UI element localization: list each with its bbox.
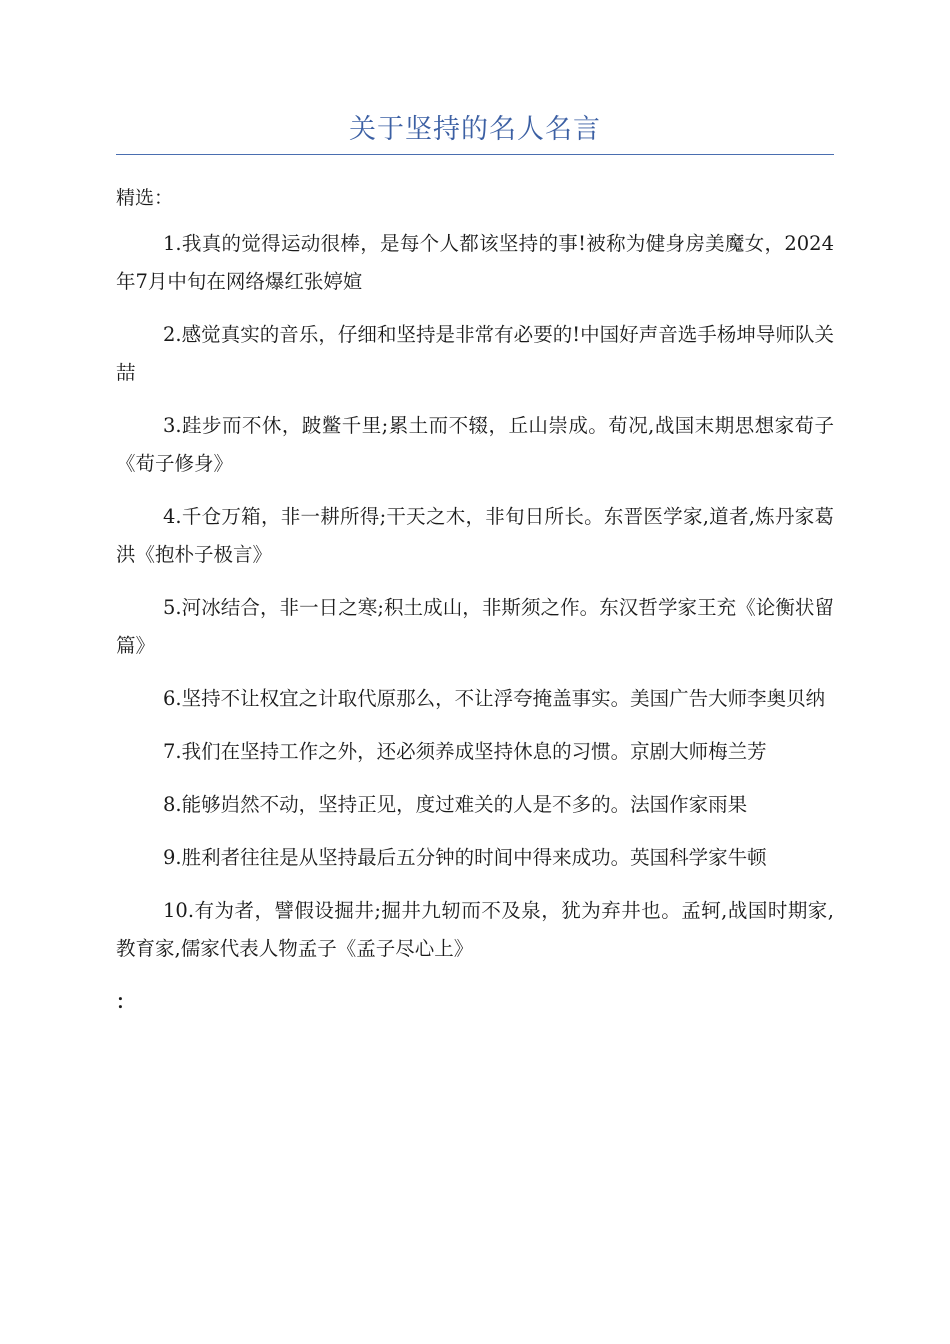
quote-item: 7.我们在坚持工作之外，还必须养成坚持休息的习惯。京剧大师梅兰芳 — [163, 740, 767, 763]
document-title: 关于坚持的名人名言 — [349, 114, 601, 145]
quote-item: 1.我真的觉得运动很棒，是每个人都该坚持的事!被称为健身房美魔女，2024年7月中旬在网络爆红张婷媗 — [116, 232, 834, 293]
quote-item: 6.坚持不让权宜之计取代原那么，不让浮夸掩盖事实。美国广告大师李奥贝纳 — [163, 687, 826, 710]
quote-item: 8.能够岿然不动，坚持正见，度过难关的人是不多的。法国作家雨果 — [163, 793, 748, 816]
quote-item: 5.河冰结合，非一日之寒;积土成山，非斯须之作。东汉哲学家王充《论衡状留篇》 — [116, 596, 834, 657]
title-underline — [116, 154, 834, 155]
quote-item: 10.有为者，譬假设掘井;掘井九轫而不及泉，犹为弃井也。孟轲,战国时期家,教育家,儒家代表人物孟子《孟子尽心上》 — [116, 899, 834, 960]
quote-item: 9.胜利者往往是从坚持最后五分钟的时间中得来成功。英国科学家牛顿 — [163, 846, 767, 869]
intro-label: 精选： — [116, 187, 174, 209]
quote-item: 4.千仓万箱，非一耕所得;干天之木，非旬日所长。东晋医学家,道者,炼丹家葛洪《抱朴子极言》 — [116, 505, 834, 566]
ending-mark: ： — [116, 991, 136, 1013]
document-page — [116, 110, 834, 1021]
quote-item: 3.跬步而不休，跛鳖千里;累土而不辍，丘山崇成。荀况,战国末期思想家荀子《荀子修身》 — [116, 414, 834, 475]
quote-item: 2.感觉真实的音乐，仔细和坚持是非常有必要的!中国好声音选手杨坤导师队关喆 — [116, 323, 834, 384]
